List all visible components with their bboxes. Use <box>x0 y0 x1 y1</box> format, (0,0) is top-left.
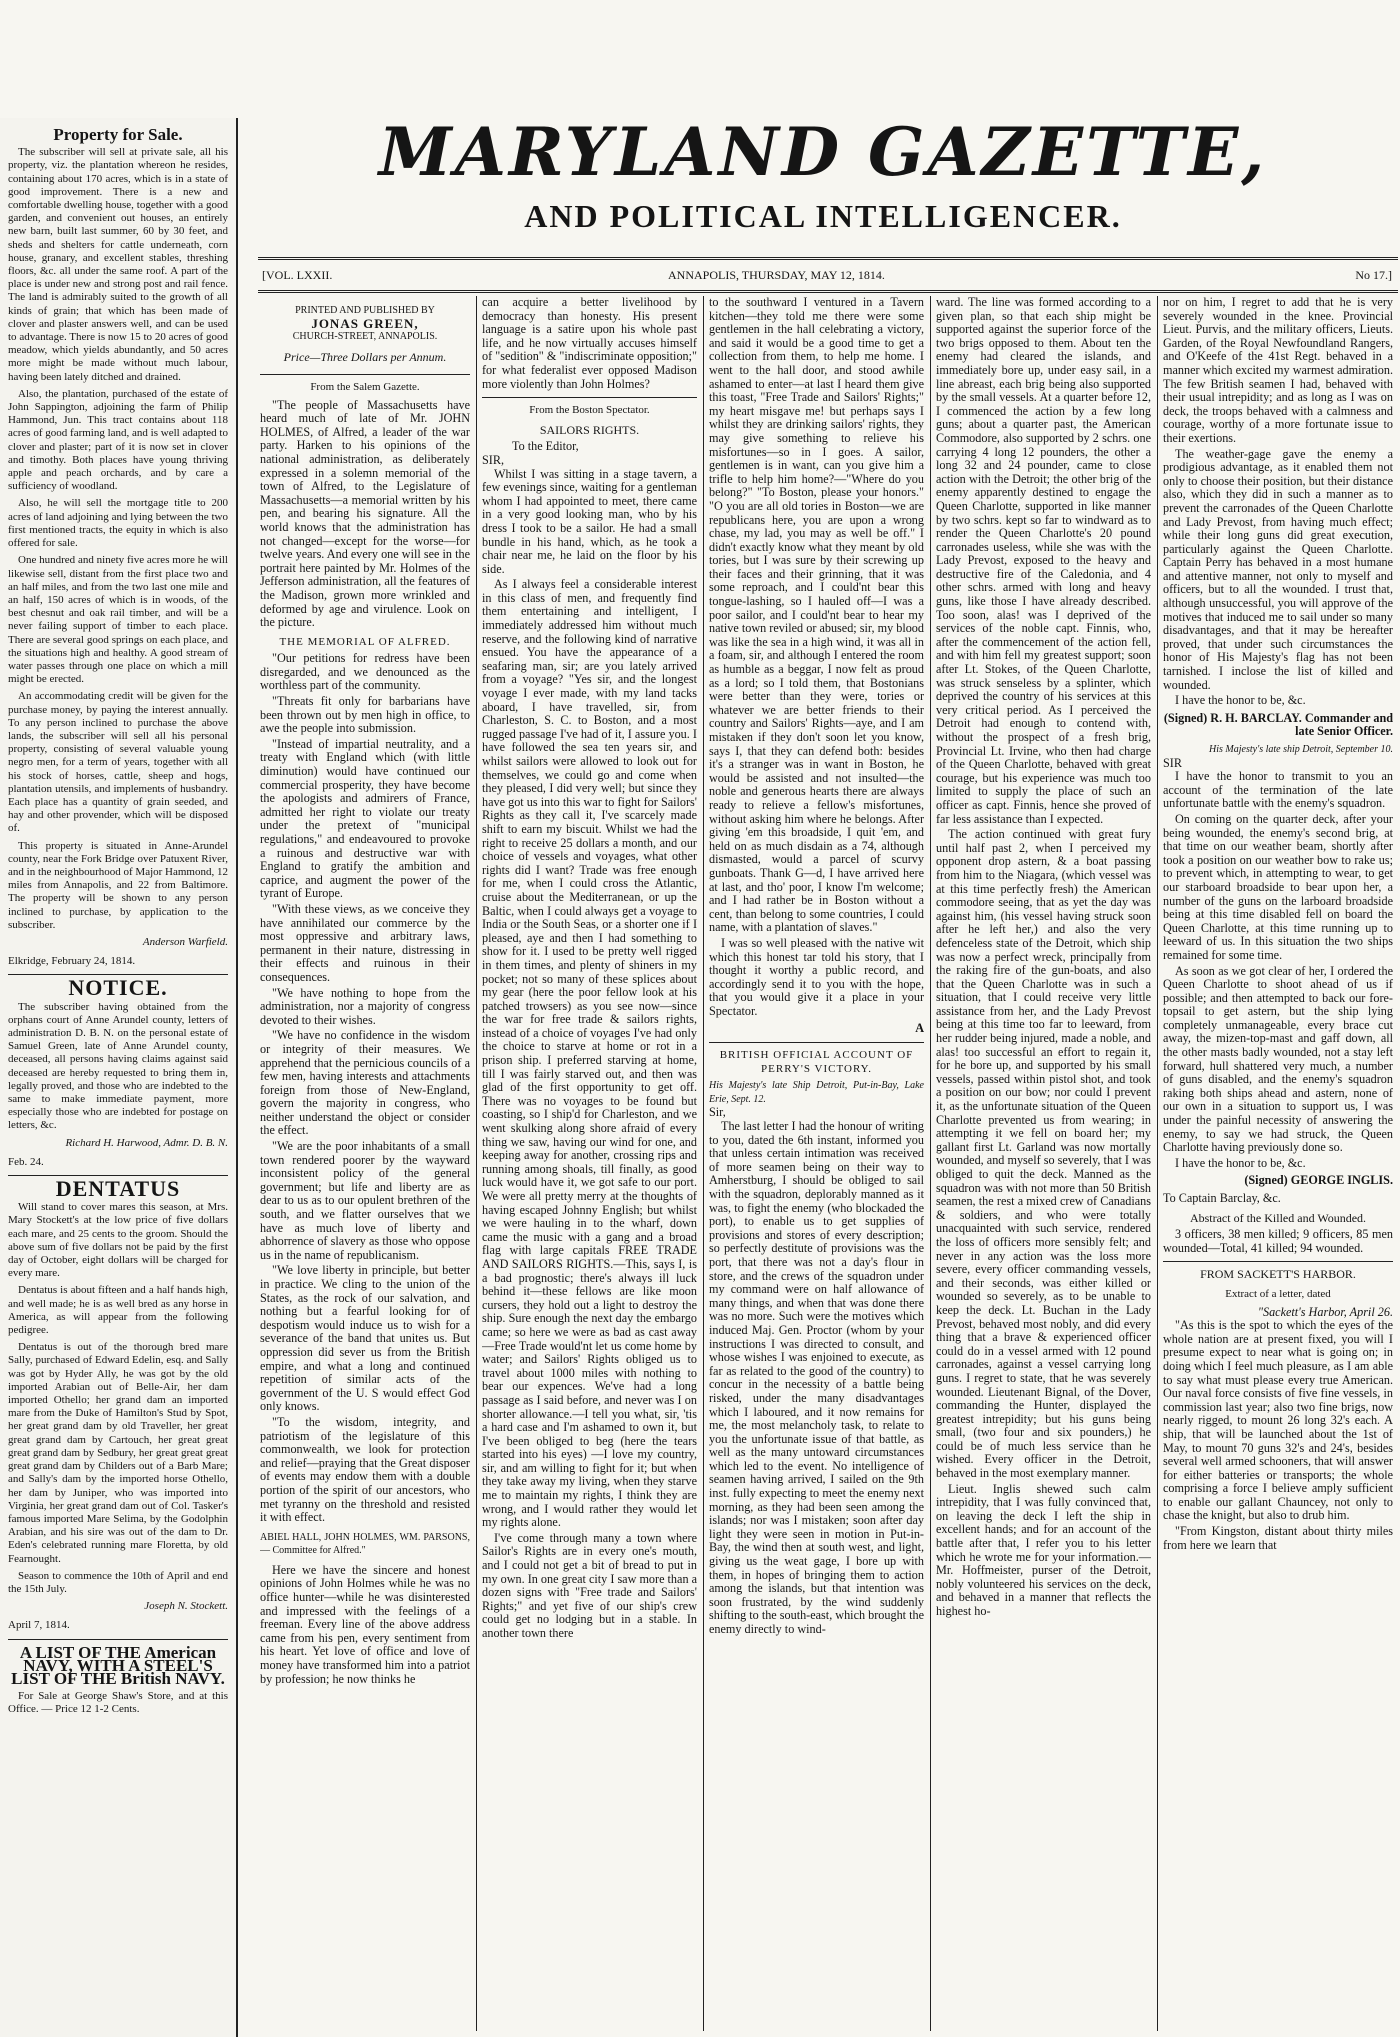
newspaper-title: MARYLAND GAZETTE, <box>378 113 1268 191</box>
printer-name: JONAS GREEN, <box>311 316 419 331</box>
article-paragraph: The weather-gage gave the enemy a prodigious advantage, as it enabled them not only to choose their position, but their distance also, which they did in such a manner as to prevent the carronades of the Queen Charlotte and Lady Prevost, from having much effect; while their long guns did great execution, particularly against the Queen Charlotte. Captain Perry has behaved in a most humane and attentive manner, not only to myself and officers, but to all the wounded. I trust that, although unsuccessful, you will approve of the motives that induced me to sail under so many disadvantages, and that it may be hereafter proved, that under such circumstances the honor of His Majesty's flag has not been tarnished. I inclose the list of killed and wounded. <box>1163 446 1393 692</box>
property-heading: Property for Sale. <box>53 125 183 144</box>
letter-recipient: To Captain Barclay, &c. <box>1163 1191 1281 1205</box>
article-paragraph: As soon as we got clear of her, I ordered the Queen Charlotte to shoot ahead of us if possible; and then attempted to back our fore-topsail to get astern, but the ship lying completely unmanageable, every brace cut away, the mizen-top-mast and gaff down, all the other masts badly wounded, not a stay left forward, hull shattered very much, a number of guns disabled, and the enemy's squadron raking both ships ahead and astern, none of our own in a situation to support us, I was under the painful necessity of answering the enemy, to say we had struck, the Queen Charlotte having previously done so. <box>1163 963 1393 1155</box>
article-paragraph: can acquire a better livelihood by democracy than honesty. His present language is a satire upon his whole past life, and he now virtually accuses himself of "sedition" & "indiscriminate opposition;" for what federalist ever opposed Madison more violently than John Holmes? <box>482 296 697 391</box>
masthead <box>248 108 1398 258</box>
issue-number: No 17.] <box>1355 268 1392 282</box>
dentatus-signature: Joseph N. Stockett. <box>144 1600 228 1613</box>
salutation-sir: SIR, <box>482 452 505 467</box>
property-paragraph: One hundred and ninety five acres more he will likewise sell, distant from the first place two and an half miles, and from the two last one mile and an half, 150 acres of which is in woods, of the best chesnut and oak rail timber, and will be a never failing support of timber to each place. There are several good springs on each place, and the situations high and healthy. A good stream of water passes through one place on which a mill might be erected. <box>8 554 228 686</box>
article-paragraph: "The people of Massachusetts have heard much of late of Mr. JOHN HOLMES, of Alfred, a leader of the war party. Harken to his opinions of the national administration, as deliberately expressed in a solemn memorial of the town of Alfred, to the Legislature of Massachusetts—a memorial written by his pen, and bearing his signature. All the world knows that the administration has not changed—except for the worse—for twelve years. And every one will see in the portrait here painted by Mr. Holmes of the Jefferson administration, all the features of the Madison, grown more wrinkled and deformed by age and virulence. Look on the picture. <box>260 397 470 630</box>
property-paragraph: An accommodating credit will be given for the purchase money, by paying the interest annually. To any person inclined to purchase the above lands, the subscriber will sell all his personal property, consisting of several valuable young negro men, for a term of years, together with all his stock of horses, cattle, sheep and hogs, plantation utensils, and implements of husbandry. Each place has a quantity of grain seeded, and hay and other provender, which will be disposed of. <box>8 690 228 835</box>
salutation-sir: SIR <box>1163 755 1182 770</box>
property-date: Elkridge, February 24, 1814. <box>8 955 136 968</box>
sailors-rights-heading: SAILORS RIGHTS. <box>539 422 640 437</box>
dentatus-paragraph: Dentatus is about fifteen and a half hands high, and well made; he is as well bred as any horse in America, as will appear from the following pedigree. <box>8 1284 228 1337</box>
dentatus-paragraph: Dentatus is out of the thorough bred mare Sally, purchased of Edward Edelin, esq. and Sally was got by Hyder Ally, he was got by the old imported Arabian out of Belle-Air, her dam imported Othello; her grand dam an imported mare from the Duke of Hamilton's Stud by Spot, her great grand dam by old Traveller, her great great grand dam by Cartouch, her great great great grand dam by Sedbury, her great great great great grand dam by Childers out of a Barb Mare; and Sally's dam by the imported horse Othello, her dam by Juniper, who was imported into Virginia, her great grand dam out of Col. Tasker's famous imported Mare Selima, by the Godolphin Arabian, and his sire was out of the dam to Dr. Eden's celebrated running mare Floretta, by old Fearnought. <box>8 1341 228 1565</box>
memorial-heading: THE MEMORIAL OF ALFRED. <box>279 635 451 648</box>
sacketts-harbor-heading: FROM SACKETT'S HARBOR. <box>1200 1267 1356 1282</box>
notice-date: Feb. 24. <box>8 1155 44 1168</box>
barclay-signature: (Signed) R. H. BARCLAY. Commander and late Senior Officer. <box>1163 710 1393 739</box>
printer-imprint <box>260 304 470 364</box>
printed-by-label: PRINTED AND PUBLISHED BY <box>295 305 435 316</box>
article-paragraph: to the southward I ventured in a Tavern kitchen—they told me there were some gentlemen in the hall celebrating a victory, and said it would be a good time to get a collection from them, to help me home. I went to the hall door, and stood awhile ashamed to enter—at last I heard them give this toast, "Free Trade and Sailors' Rights;" my heart misgave me! but perhaps says I whilst they are drinking sailors' rights, they may give something to relieve his misfortunes—so in I goes. A sailor, gentlemen is in want, can you give him a trifle to help him home?—"Where do you belong?" "To Boston, please your honors." "O you are all old tories in Boston—we are republicans here, you are upon a wrong chase, my lad, you may as well be off." I didn't exactly know what they meant by old tories, but I was sure by their screwing up their faces and their grinning, that it was some reproach, and I could'nt bear this tongue-lashing, so I hauled off—I was a poor sailor, and I could'nt bear to hear my native town reviled or abused; sir, my blood was like the sea in a high wind, it was all in a foam, sir, and although I entered the room as humble as a beggar, I now felt as proud as a lord; so I told them, that Bostonians were better than they were, tories or whatever we are better friends to their country and Sailors' Rights—aye, and I am mistaken if they don't soon let you know, says I, that they can defend both: besides it's a stranger was in want in Boston, he would be assisted and not insulted—the noble and generous hearts there are always ready to relieve a fellow's misfortunes, without asking him where he belongs. After giving 'em this broadside, I quit 'em, and held on as much disdain as a 74, although dismasted, would a parcel of scurvy gunboats. Thank G—d, I have arrived here at last, and tho' poor, I know I'm welcome; and I had rather be in Boston without a cent, than belong to some countries, I could name, with a plantation of slaves." <box>709 296 924 935</box>
notice-paragraph: The subscriber having obtained from the orphans court of Anne Arundel county, letters of administration D. B. N. on the personal estate of Samuel Green, late of Anne Arundel county, deceased, all persons having claims against said deceased are hereby requested to bring them in, legally proved, and those who are indebted to the same to make immediate payment, more especially those who are indebted for postage on letters, &c. <box>8 1000 228 1132</box>
article-paragraph: "From Kingston, distant about thirty miles from here we learn that <box>1163 1524 1393 1552</box>
casualty-summary: 3 officers, 38 men killed; 9 officers, 85 men wounded—Total, 41 killed; 94 wounded. <box>1163 1227 1393 1255</box>
left-adjacent-page <box>0 118 238 2037</box>
dentatus-date: April 7, 1814. <box>8 1619 70 1632</box>
column-2 <box>482 296 697 2031</box>
article-paragraph: I have the honor to be, &c. <box>1175 693 1306 708</box>
issue-date: ANNAPOLIS, THURSDAY, MAY 12, 1814. <box>668 268 885 282</box>
dentatus-heading: DENTATUS <box>55 1176 181 1202</box>
article-paragraph: "We love liberty in principle, but better in practice. We cling to the union of the States, as the rock of our salvation, and nothing but a fearful looking for of despotism would induce us to wish for a severance of the band that unites us. But oppression did sever us from the British empire, and what a long and continued repetition of similar acts of the government of the U. S would effect God only knows. <box>260 1263 470 1414</box>
article-paragraph: "Instead of impartial neutrality, and a treaty with England which (with little diminution) would have continued our commercial prosperity, they have become the apologists and admirers of France, admitted her right to violate our treaty under the pretext of "municipal regulations," and endeavoured to provoke a ruinous and destructive war with England to gratify the ambition and caprice, and augment the power of the tyrant of Europe. <box>260 736 470 901</box>
article-paragraph: I have the honor to transmit to you an account of the termination of the late unfortunate battle with the enemy's squadron. <box>1163 769 1393 811</box>
article-paragraph: "Our petitions for redress have been disregarded, and we denounced as the worthless part of the community. <box>260 651 470 693</box>
article-paragraph: On coming on the quarter deck, after your being wounded, the enemy's second brig, at that time on our weather beam, shortly after took a position on our weather bow to rake us; to prevent which, in attempting to wear, to get our starboard broadside to bear upon her, a number of the guns on the larboard broadside being at this time disabled fell on board the Queen Charlotte, at this time running up to leeward of us. In this situation the two ships remained for some time. <box>1163 811 1393 962</box>
salutation-sir: Sir, <box>709 1105 726 1120</box>
article-paragraph: Here we have the sincere and honest opinions of John Holmes while he was no office hunter—while he was disinterested and impressed with the feelings of a freeman. Every line of the above address came from his pen, every sentiment from his heart. Yet love of office and love of money have transformed him into a patriot by profession; he now thinks he <box>260 1562 470 1686</box>
property-signature: Anderson Warfield. <box>142 935 228 948</box>
newspaper-subtitle: AND POLITICAL INTELLIGENCER. <box>524 198 1122 234</box>
article-paragraph: "We are the poor inhabitants of a small town rendered poorer by the wayward inconsistent policy of the general government; but life and liberty are as dear to us as to our opulent brethren of the south, and we flatter ourselves that we have as much love of liberty and abhorrence of slavery as those who oppose us in the name of republicanism. <box>260 1139 470 1262</box>
notice-heading: NOTICE. <box>68 975 168 1001</box>
dateline-bar <box>258 257 1398 293</box>
article-paragraph: "Threats fit only for barbarians have been thrown out by men high in office, to awe the people into submission. <box>260 694 470 736</box>
extract-label: Extract of a letter, dated <box>1225 1287 1331 1300</box>
dentatus-paragraph: Will stand to cover mares this season, at Mrs. Mary Stockett's at the low price of five dollars each mare, and 25 cents to the groom. Should the above sum of five dollars not be paid by the first day of October, eight dollars will be charged for every mare. <box>8 1201 228 1280</box>
extract-date: "Sackett's Harbor, April 26. <box>1257 1304 1393 1319</box>
article-source: From the Salem Gazette. <box>310 381 420 393</box>
column-1 <box>260 296 470 2031</box>
printer-street: CHURCH-STREET, ANNAPOLIS. <box>292 331 438 342</box>
article-paragraph: Whilst I was sitting in a stage tavern, a few evenings since, waiting for a gentleman whom I had appointed to meet, there came in a very good looking man, who by his dress I took to be a sailor. He had a small bundle in his hand, which, as he took a chair near me, he laid on the floor by his side. <box>482 466 697 576</box>
column-3 <box>709 296 924 2031</box>
inglis-signature: (Signed) GEORGE INGLIS. <box>1244 1173 1393 1188</box>
article-paragraph: "To the wisdom, integrity, and patriotism of the legislature of this commonwealth, we look for protection and relief—praying that the Great disposer of events may endow them with a double portion of the spirit of our ancestors, who met tyranny on the threshold and resisted it with effect. <box>260 1414 470 1525</box>
article-paragraph: "We have no confidence in the wisdom or integrity of their measures. We apprehend that the pernicious councils of a few men, having interests and attachments foreign from those of New-England, govern the majority in congress, who neither understand the object or consider the effect. <box>260 1028 470 1138</box>
article-paragraph: The action continued with great fury until half past 2, when I perceived my opponent drop astern, & a boat passing from him to the Niagara, (which vessel was at this time perfectly fresh) the American commodore seeing, that as yet the day was against him, (his vessel having struck soon after he left her,) and also the very defenceless state of the Detroit, which ship was now a perfect wreck, principally from the raking fire of the gun-boats, and also that the Queen Charlotte was in such a situation, that I could receive very little assistance from her, and the Lady Prevost being at this time too far to leeward, from her rudder being injured, made a noble, and alas! too successful an effort to regain it, for he bore up, and supported by his small vessels, passed within pistol shot, and took a position on our bow; nor could I prevent it, as the unfortunate situation of the Queen Charlotte prevented us from wearing; in attempting it we fell on board her; my gallant first Lt. Garland was now mortally wounded, and myself so severely, that I was obliged to quit the deck. Manned as the squadron was with not more than 50 British seamen, the rest a mixed crew of Canadians & soldiers, and who were totally unacquainted with such service, rendered the loss of officers more sensibly felt; and never in any action was the loss more severe, every officer commanding vessels, and their seconds, was either killed or wounded so severely, as to be unable to keep the deck. Lt. Buchan in the Lady Prevost, behaved most nobly, and did every thing that a brave & experienced officer could do in a vessel armed with 12 pound carronades, against a vessel carrying long guns. I regret to state, that he was severely wounded. Lieutenant Bignal, of the Dover, commanding the Hunter, displayed the greatest intrepidity; but his guns being small, (two four and six pounders,) he could be of much less service than he wished. Every officer in the Detroit, behaved in the most exemplary manner. <box>936 827 1151 1481</box>
article-paragraph: nor on him, I regret to add that he is very severely wounded in the knee. Provincial Lieut. Purvis, and the military officers, Lieuts. Garden, of the Royal Newfoundland Rangers, and O'Keefe of the 41st Regt. behaved in a manner which excited my warmest admiration. The few British seamen I had, behaved with their usual intrepidity; and as long as I was on deck, the troops behaved with a calmness and courage, worthy of a more fortunate issue to their exertions. <box>1163 296 1393 445</box>
volume-label: [VOL. LXXII. <box>262 268 333 282</box>
column-5 <box>1163 296 1393 2031</box>
navy-heading: A LIST OF THE American NAVY, WITH A STEEL'S LIST OF THE British NAVY. <box>11 1642 225 1688</box>
salutation: To the Editor, <box>512 439 579 454</box>
article-paragraph: The last letter I had the honour of writing to you, dated the 6th instant, informed you that unless certain intimation was received of more seamen being on their way to Amherstburg, I should be obliged to sail with the squadron, deplorably manned as it was, to fight the enemy (who blockaded the port), to enable us to get supplies of provisions and stores of every description; so perfectly destitute of provisions was the port, that there was not a day's flour in store, and the crews of the squadron under my command were on half allowance of many things, and when that was done there was no more. Such were the motives which induced Maj. Gen. Proctor (whom by your instructions I was directed to consult, and whose wishes I was enjoined to execute, as far as related to the good of the country) to concur in the necessity of a battle being risked, under the many disadvantages which I laboured, and it now remains for me, the most melancholy task, to relate to you the unfortunate issue of that battle, as well as the many untoward circumstances which led to the event. No intelligence of seamen having arrived, I sailed on the 9th inst. fully expecting to meet the enemy next morning, as they had been seen among the islands; nor was I mistaken; soon after day light they were seen in motion in Put-in-Bay, the wind then at south west, and light, giving us the weat gage, I bore up with them, in hopes of bringing them to action among the islands, but that intention was soon frustrated, by the wind suddenly shifting to the south-east, which brought the enemy directly to wind- <box>709 1119 924 1636</box>
author-initial: A <box>915 1021 924 1036</box>
property-paragraph: This property is situated in Anne-Arundel county, near the Fork Bridge over Patuxent River, and in the neighbourhood of Major Hammond, 12 miles from Annapolis, and 22 from Baltimore. The property will be shown to any person inclined to purchase, by application to the subscriber. <box>8 839 228 931</box>
property-paragraph: Also, the plantation, purchased of the estate of John Sappington, adjoining the farm of Philip Hammond, Jun. This tract contains about 118 acres of good farming land, and is well adapted to clover and plaster; part of it is now set in clover and timothy. Both places have young thriving apple and peach orchards, and by care a sufficiency of woodland. <box>8 387 228 493</box>
abstract-heading: Abstract of the Killed and Wounded. <box>1189 1210 1367 1225</box>
navy-paragraph: For Sale at George Shaw's Store, and at this Office. — Price 12 1-2 Cents. <box>8 1690 228 1716</box>
property-paragraph: Also, he will sell the mortgage title to 200 acres of land adjoining and lying between the two first mentioned tracts, the equity in which is also offered for sale. <box>8 497 228 550</box>
article-paragraph: I have the honor to be, &c. <box>1175 1155 1306 1170</box>
notice-signature: Richard H. Harwood, Admr. D. B. N. <box>65 1136 228 1149</box>
article-paragraph: I was so well pleased with the native wit which this honest tar told his story, that I thought it worthy a public record, and accordingly send it to you with the hope, that you would give it a place in your Spectator. <box>709 935 924 1018</box>
article-paragraph: "We have nothing to hope from the administration, nor a majority of congress devoted to their wishes. <box>260 985 470 1027</box>
committee-signers: ABIEL HALL, JOHN HOLMES, WM. PARSONS, — Committee for Alfred." <box>260 1531 470 1557</box>
column-4 <box>936 296 1151 2031</box>
property-paragraph: The subscriber will sell at private sale, all his property, viz. the plantation whereon he resides, containing about 170 acres, which is in a state of good improvement. There is a new and comfortable dwelling house, together with a good garden, and convenient out houses, an entirely new barn, built last summer, 60 by 30 feet, and sheds and shelters for cattle underneath, corn house, granary, and excellent stables, threshing floors, &c. all under the same roof. A part of the place is under new and strong post and rail fence. The land is admirably suited to the growth of all kinds of grain; that which has been made of clover and plaster answers well, and can be used to advantage. There is now 15 to 20 acres of good meadow, which yields abundantly, and 50 acres more might be made without much labour, having been lately ditched and drained. <box>8 146 228 383</box>
article-paragraph: "As this is the spot to which the eyes of the whole nation are at present fixed, you will I presume expect to near what is going on; in doing which I feel much pleasure, as I am able to say what must please every true American. Our naval force consists of five fine vessels, in commission last year; also two fine brigs, now nearly rigged, to mount 26 long 32's each. A ship, that will be launched about the 1st of May, to mount 70 guns 32's and 24's, besides several well armed schooners, that will answer for either batteries or transports; the whole comprising a force I believe amply sufficient to enable our gallant Chauncey, not only to chase the knight, but also to drub him. <box>1163 1318 1393 1523</box>
dentatus-paragraph: Season to commence the 10th of April and end the 15th July. <box>8 1569 228 1595</box>
article-paragraph: "With these views, as we conceive they have annihilated our commerce by the most oppressive and arbitrary laws, permanent in their nature, distressing in their effects and ruinous in their consequences. <box>260 901 470 984</box>
article-paragraph: ward. The line was formed according to a given plan, so that each ship might be supported against the superior force of the two brigs opposed to them. About ten the enemy had cleared the islands, and immediately bore up, under easy sail, in a line abreast, each brig being also supported by the small vessels. At a quarter before 12, I commenced the action by a few long guns; about a quarter past, the American Commodore, also supported by 2 schrs. one carrying 4 long 12 pounders, the other a long 32 and 24 pounder, came to close action with the Detroit; the other brig of the enemy apparently destined to engage the Queen Charlotte, supported in like manner by two schrs. kept so far to windward as to render the Queen Charlotte's 20 pound carronades useless, while she was with the Lady Prevost, exposed to the heavy and destructive fire of the Caledonia, and 4 other schrs. armed with long and heavy guns, like those I have already described. Too soon, alas! was I deprived of the services of the noble capt. Finnis, who, after the commencement of the action fell, and with him fell my greatest support; soon after Lt. Stokes, of the Queen Charlotte, was struck senseless by a splinter, which deprived the country of his services at this very critical period. As I perceived the Detroit had enough to contend with, without the prospect of a fresh brig, Provincial Lt. Irvine, who then had charge of the Queen Charlotte, behaved with great courage, but his experience was much too limited to supply the place of such an officer as capt. Finnis, hence she proved of far less assistance than I expected. <box>936 296 1151 826</box>
article-paragraph: I've come through many a town where Sailor's Rights are in every one's mouth, and I could not get a bit of bread to put in my own. In one great city I saw more than a dozen signs with "Free trade and Sailors' Rights;" and yet five of our ship's crew could get no lodging but in a stable. In another town there <box>482 1530 697 1640</box>
article-paragraph: Lieut. Inglis shewed such calm intrepidity, that I was fully convinced that, on leaving the deck I left the ship in excellent hands; and for an account of the battle after that, I refer you to his letter which he wrote me for your information.— Mr. Hoffmeister, purser of the Detroit, nobly volunteered his services on the deck, and behaved in a manner that reflects the highest ho- <box>936 1481 1151 1618</box>
letter-dateline: His Majesty's late ship Detroit, September 10. <box>1209 744 1393 755</box>
article-columns <box>260 296 1398 2031</box>
article-paragraph: As I always feel a considerable interest in this class of men, and frequently find them entertaining and intelligent, I immediately addressed him without much reserve, and the following kind of narrative ensued. You have the appearance of a seafaring man, sir; are you lately arrived from a voyage? "Yes sir, and the longest voyage I ever made, with my land tacks aboard, I have travelled, sir, from Charleston, S. C. to Boston, and a most rugged passage I've had of it, I assure you. I have followed the sea ten years sir, and whilst sailors were allowed to look out for themselves, we could go and come when they pleased, I did very well; but since they have got us into this war to fight for Sailors' Rights as they call it, I've scarcely made shift to earn my biscuit. Whilst we had the right to receive 25 dollars a month, and our choice of vessels and voyages, what other rights did I want? Trade was free enough for me, when I could cross the Atlantic, cruise about the Mediterranean, or up the Baltic, when I could always get a voyage to India or the South Seas, or a shorter one if I pleased, aye and then I had something to show for it. I used to be pretty well rigged in them times, and plenty of shiners in my pocket; not so many of these splices about my gear (here the poor fellow look at his patched trowsers) as you see now—since the war for free trade & sailors rights, instead of a choice of voyages I've had only the choice to starve at home or rot in a prison ship. I preferred starving at home, till I was fairly starved out, and then was glad of the first opportunity to get off. There was no voyages to be found but coasting, so I ship'd for Charleston, and we went skulking along shore afraid of every thing we saw, having our wind for one, and keeping away for another, crossing rips and running among shoals, till finally, as good luck would have it, we got safe to our port. We were all pretty merry at the thoughts of having escaped Johnny English; but whilst we were hauling in to the wharf, down came the music with a gang and a broad flag with large capitals FREE TRADE AND SAILORS RIGHTS.—This, says I, is a bad prognostic; there's always ill luck behind it—these fellows are like moon cursers, they hold out a light to destroy the ship. Sure enough the next day the embargo came; so here we were as bad as cast away—Free Trade would'nt let us come home by water; and Sailors' Rights obliged us to travel about 1000 miles with nothing to bear our expences. We've had a long passage as I said before, and never was I on shorter allowance.—I tell you what, sir, 'tis a hard case and I'm ashamed to own it, but I've been obliged to beg (here the tears started into his eyes) —I love my country, sir, and am willing to fight for it; but when they take away my living, when they starve me to maintain my rights, I think they are wrong, and I would rather they would let my rights alone. <box>482 577 697 1530</box>
letter-dateline: His Majesty's late Ship Detroit, Put-in-Bay, Lake Erie, Sept. 12. <box>709 1080 924 1105</box>
subscription-price: Price—Three Dollars per Annum. <box>283 350 447 364</box>
perry-victory-heading: BRITISH OFFICIAL ACCOUNT OF PERRY'S VICTORY. <box>719 1049 914 1075</box>
article-source: From the Boston Spectator. <box>529 404 650 417</box>
